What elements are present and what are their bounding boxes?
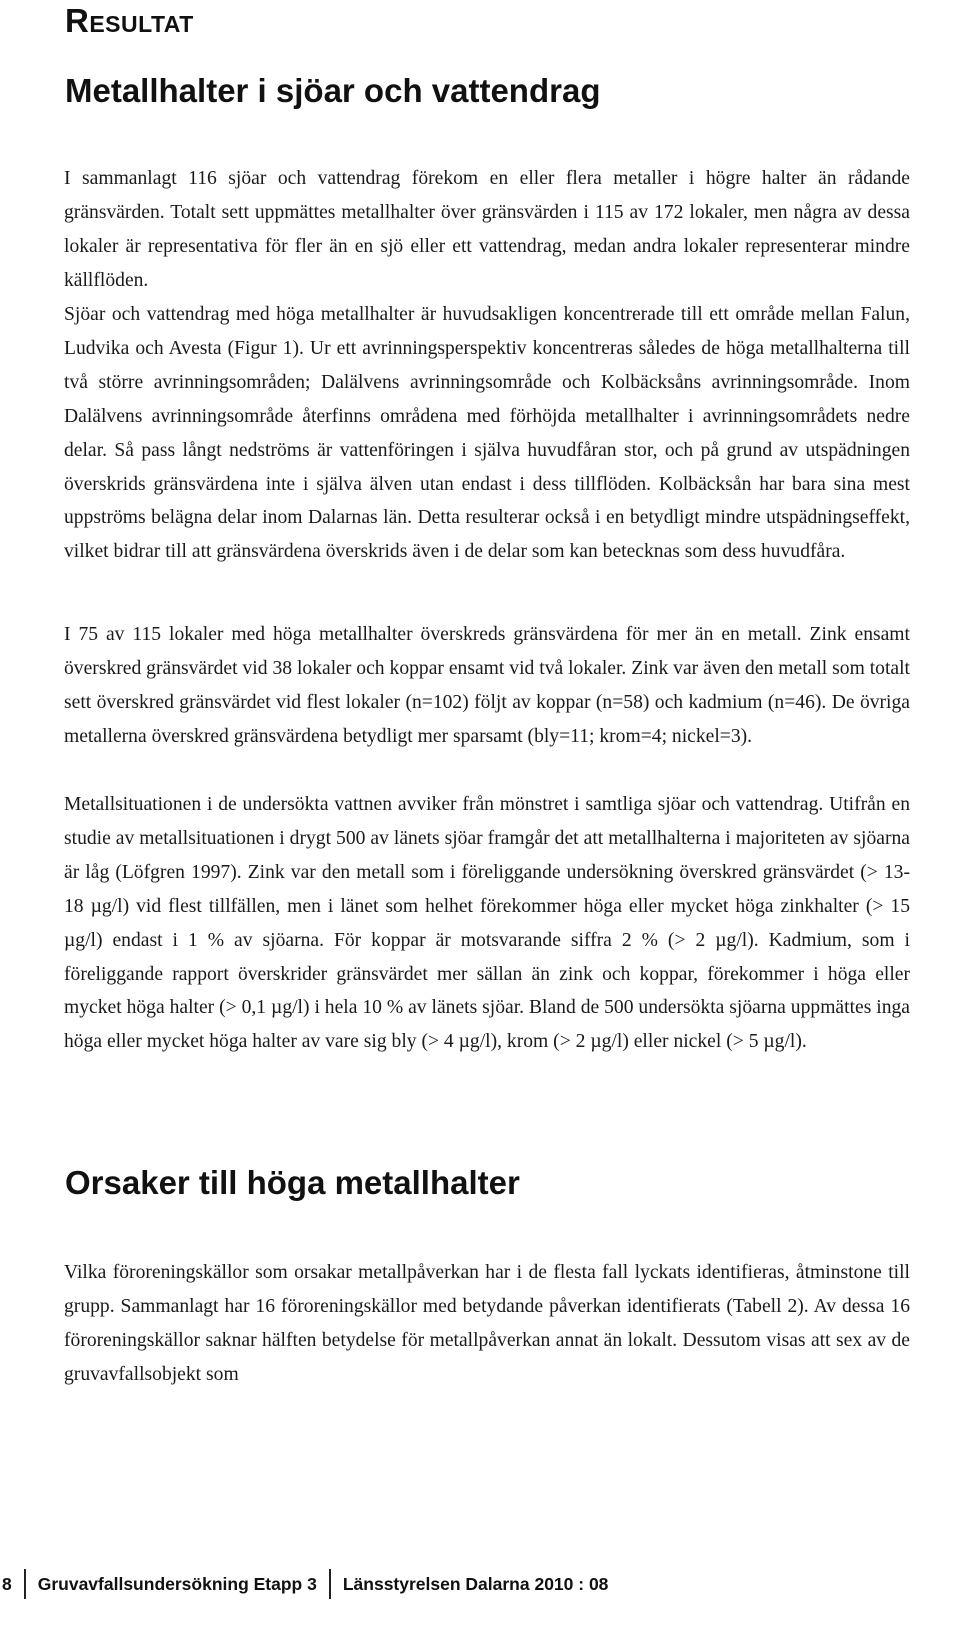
section-title: Resultat xyxy=(65,2,194,39)
paragraph: Sjöar och vattendrag med höga metallhalter är huvudsakligen koncentrerade till ett område mellan Falun, Ludvika och Avesta (Figur 1). Ur ett avrinningsperspektiv koncentreras således de höga metallhalterna till två större avrinningsområden; Dalälvens avrinningsområde och Kolbäcksåns avrinningsområde. Inom Dalälvens avrinningsområde återfinns områdena med förhöjda metallhalter i avrinningsområdets nedre delar. Så pass långt nedströms är vattenföringen i själva huvudfåran stor, och på grund av utspädningen överskrids gränsvärdena inte i själva älven utan endast i dess tillflöden. Kolbäcksån har bara sina mest uppströms belägna delar inom Dalarnas län. Detta resulterar också i en betydligt mindre utspädningseffekt, vilket bidrar till att gränsvärdena överskrids även i de delar som kan betecknas som dess huvudfåra. xyxy=(64,304,910,563)
heading-causes: Orsaker till höga metallhalter xyxy=(65,1164,520,1201)
footer-report-title: Gruvavfallsundersökning Etapp 3 xyxy=(37,1573,317,1594)
heading-metal-levels: Metallhalter i sjöar och vattendrag xyxy=(65,72,601,109)
paragraph: Vilka föroreningskällor som orsakar metallpåverkan har i de flesta fall lyckats identifieras, åtminstone till grupp. Sammanlagt har 16 föroreningskällor med betydande påverkan identifierats (Tabell 2). Av dessa 16 föroreningskällor saknar hälften betydelse för metallpåverkan annat än lokalt. Dessutom visas att sex av de gruvavfallsobjekt som xyxy=(64,1262,910,1385)
paragraph: Metallsituationen i de undersökta vattnen avviker från mönstret i samtliga sjöar och vattendrag. Utifrån en studie av metallsituationen i drygt 500 av länets sjöar framgår det att metallhalterna i majoriteten av sjöarna är låg (Löfgren 1997). Zink var den metall som i föreliggande undersökning överskred gränsvärdet (> 13-18 µg/l) vid flest tillfällen, men i länet som helhet förekommer höga eller mycket höga zinkhalter (> 15 µg/l) endast i 1 % av sjöarna. För koppar är motsvarande siffra 2 % (> 2 µg/l). Kadmium, som i föreliggande rapport överskrider gränsvärdet mer sällan än zink och koppar, förekommer i höga eller mycket höga halter (> 0,1 µg/l) i hela 10 % av länets sjöar. Bland de 500 undersökta sjöarna uppmättes inga höga eller mycket höga halter av vare sig bly (> 4 µg/l), krom (> 2 µg/l) eller nickel (> 5 µg/l). xyxy=(64,794,910,1053)
footer-divider xyxy=(329,1569,331,1599)
paragraph: I sammanlagt 116 sjöar och vattendrag förekom en eller flera metaller i högre halter än rådande gränsvärden. Totalt sett uppmättes metallhalter över gränsvärden i 115 av 172 lokaler, men några av dessa lokaler är representativa för fler än en sjö eller ett vattendrag, medan andra lokaler representerar mindre källflöden. xyxy=(64,168,910,291)
footer-publisher: Länsstyrelsen Dalarna 2010 : 08 xyxy=(342,1573,609,1594)
paragraph: I 75 av 115 lokaler med höga metallhalter överskreds gränsvärdena för mer än en metall. Zink ensamt överskred gränsvärdet vid 38 lokaler och koppar ensamt vid två lokaler. Zink var även den metall som totalt sett överskred gränsvärdet vid flest lokaler (n=102) följt av koppar (n=58) och kadmium (n=46). De övriga metallerna överskred gränsvärdena betydligt mer sparsamt (bly=11; krom=4; nickel=3). xyxy=(64,624,910,747)
page-number: 8 xyxy=(2,1573,12,1594)
footer-divider xyxy=(24,1569,26,1599)
page-footer xyxy=(0,1568,608,1600)
